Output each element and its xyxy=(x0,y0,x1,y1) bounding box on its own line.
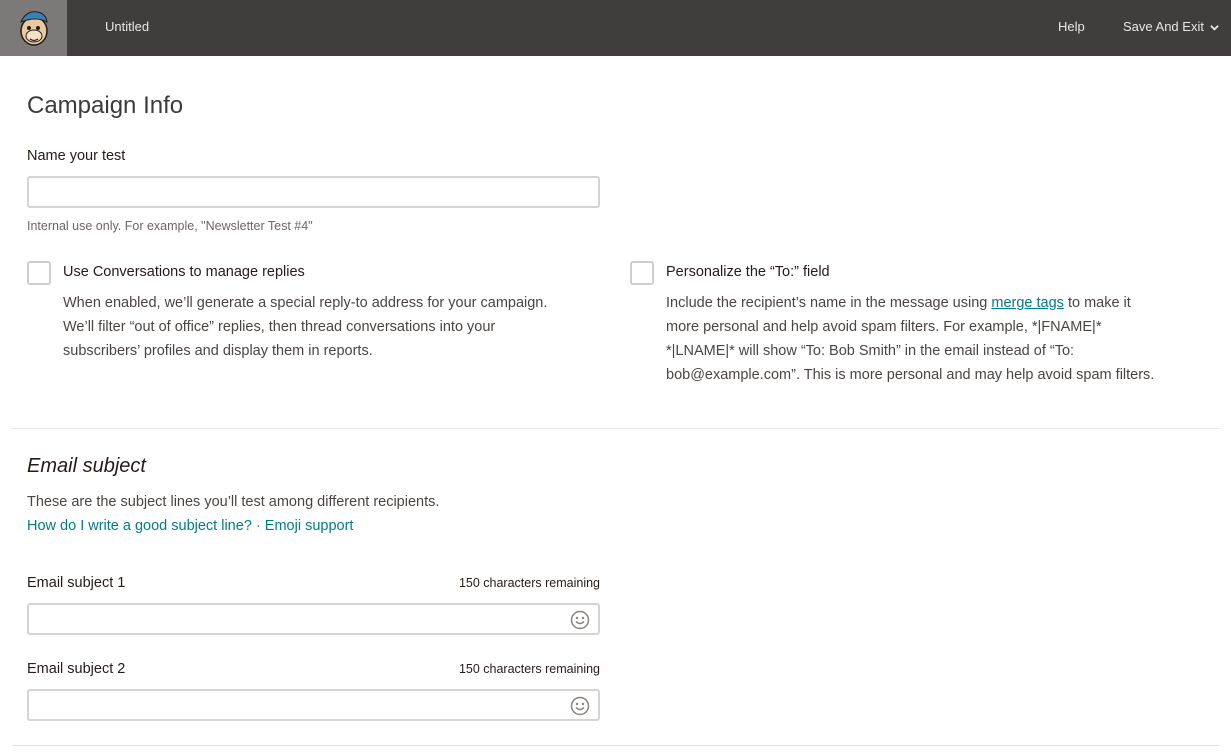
mailchimp-freddie-icon xyxy=(16,8,52,48)
chevron-down-icon xyxy=(1210,23,1219,32)
email-subject-description: These are the subject lines you’ll test among different recipients. xyxy=(27,494,440,510)
merge-tags-link[interactable]: merge tags xyxy=(991,295,1064,311)
personalize-to-checkbox[interactable] xyxy=(630,261,654,285)
emoji-smile-icon[interactable] xyxy=(570,696,590,716)
save-and-exit-button[interactable] xyxy=(1123,18,1219,36)
page-title: Campaign Info xyxy=(27,92,184,119)
conversations-title: Use Conversations to manage replies xyxy=(63,264,305,280)
link-separator: · xyxy=(255,518,261,534)
campaign-title[interactable]: Untitled xyxy=(105,19,150,34)
email-subject-1-field[interactable] xyxy=(27,603,600,635)
emoji-support-link[interactable]: Emoji support xyxy=(264,518,354,534)
personalize-desc-line: *|LNAME|* will show “To: Bob Smith” in the email instead of “To: xyxy=(666,343,1075,359)
email-subject-1-label: Email subject 1 xyxy=(27,575,126,591)
save-and-exit-label: Save And Exit xyxy=(1123,19,1204,34)
top-bar xyxy=(0,0,1231,56)
email-subject-links xyxy=(27,514,353,538)
personalize-desc-line: more personal and help avoid spam filters. For example, *|FNAME|* xyxy=(666,319,1102,335)
email-subject-1-input[interactable] xyxy=(29,605,598,633)
section-divider xyxy=(12,745,1219,746)
name-test-helper: Internal use only. For example, "Newsletter Test #4" xyxy=(27,219,313,233)
personalize-to-description xyxy=(666,291,1154,387)
personalize-desc-line: bob@example.com”. This is more personal and may help avoid spam filters. xyxy=(666,367,1155,383)
email-subject-2-label: Email subject 2 xyxy=(27,661,126,677)
emoji-smile-icon[interactable] xyxy=(570,610,590,630)
section-divider xyxy=(12,428,1219,429)
email-subject-2-input[interactable] xyxy=(29,691,598,719)
email-subject-heading: Email subject xyxy=(27,455,146,477)
help-link[interactable]: Help xyxy=(1058,19,1085,34)
conversations-desc-line: When enabled, we’ll generate a special reply-to address for your campaign. xyxy=(63,295,548,311)
conversations-description xyxy=(63,291,547,363)
subject-line-help-link[interactable]: How do I write a good subject line? xyxy=(27,518,252,534)
personalize-desc-line: Include the recipient’s name in the message using merge tags to make it xyxy=(666,295,1131,311)
name-test-label: Name your test xyxy=(27,148,126,164)
personalize-to-title: Personalize the “To:” field xyxy=(666,264,830,280)
email-subject-2-field[interactable] xyxy=(27,689,600,721)
conversations-checkbox[interactable] xyxy=(27,261,51,285)
email-subject-1-counter: 150 characters remaining xyxy=(458,576,600,590)
conversations-desc-line: subscribers’ profiles and display them in reports. xyxy=(63,343,373,359)
conversations-desc-line: We’ll filter “out of office” replies, then thread conversations into your xyxy=(63,319,496,335)
email-subject-2-counter: 150 characters remaining xyxy=(458,662,600,676)
name-test-input[interactable] xyxy=(29,178,598,206)
logo-button[interactable] xyxy=(0,0,67,56)
name-test-field[interactable] xyxy=(27,176,600,208)
